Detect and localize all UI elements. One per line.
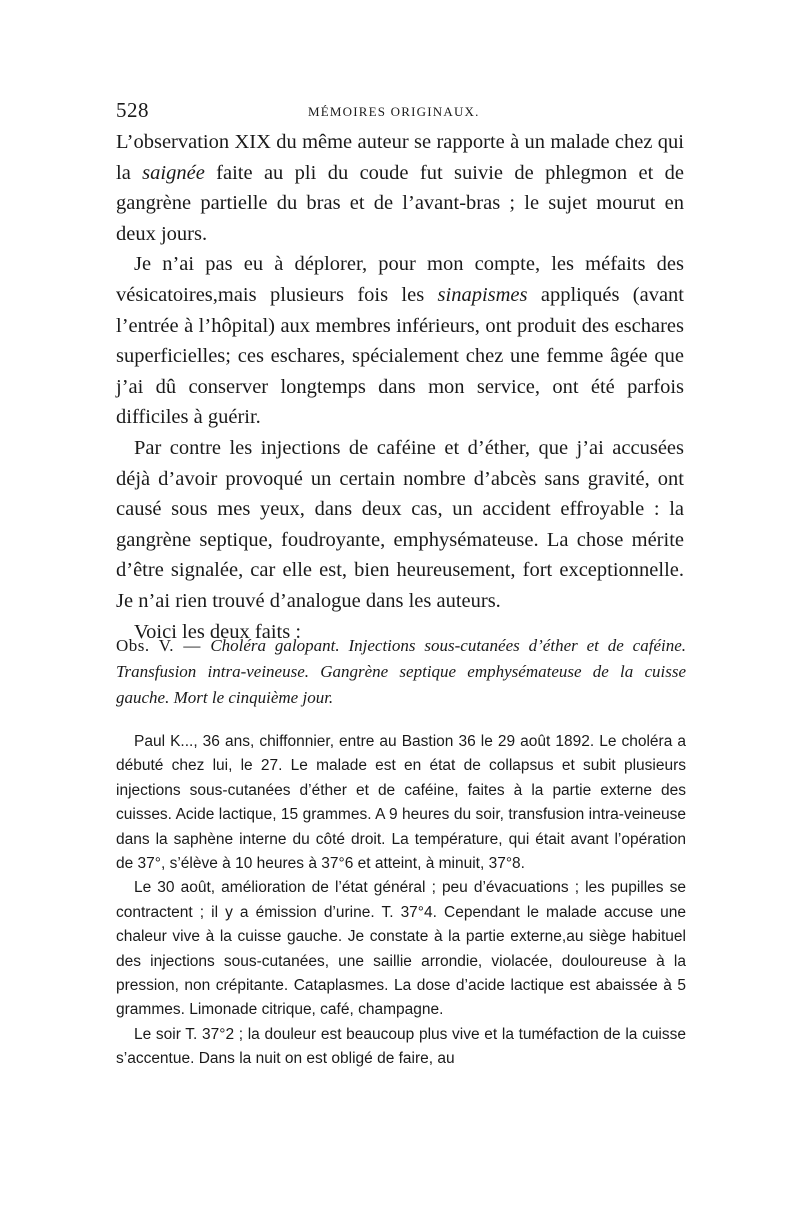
emphasis-sinapismes: sinapismes: [437, 283, 528, 306]
observation-label: Obs. V. —: [116, 636, 211, 655]
paragraph-voici: Voici les deux faits :: [134, 620, 302, 643]
running-title: MÉMOIRES ORIGINAUX.: [308, 104, 480, 119]
paragraph-observation-xix: L’observation XIX du même auteur se rapporte à un malade chez qui la saignée faite au pli du coude fut suivie de phlegmon et de gangrène partielle du bras et de l’avant-bras ; le sujet mourut en deux jours.: [116, 131, 684, 245]
main-text: [116, 127, 684, 647]
case-paragraph-30-aout: Le 30 août, amélioration de l’état général ; peu d’évacuations ; les pupilles se contractent ; il y a émission d’urine. T. 37°4. Cependant le malade accuse une chaleur vive à la cuisse gauche. Je constate à la partie externe,au siège habituel des injections sous-cutanées, une saillie arrondie, violacée, douloureuse à la pression, non crépitante. Cataplasmes. La dose d’acide lactique est abaissée à 5 grammes. Limonade citrique, café, champagne.: [116, 879, 686, 1019]
emphasis-saignee: saignée: [142, 161, 205, 184]
running-head: [116, 98, 686, 128]
page-number: 528: [116, 98, 149, 122]
case-paragraph-admission: Paul K..., 36 ans, chiffonnier, entre au Bastion 36 le 29 août 1892. Le choléra a débuté chez lui, le 27. Le malade est en état de collapsus et subit plusieurs injections sous-cutanées d’éther et de caféine, faites à la partie externe des cuisses. Acide lactique, 15 grammes. A 9 heures du soir, transfusion intra-veineuse dans la saphène interne du côté droit. La température, qui était avant l’opération de 37°, s’élève à 10 heures à 37°6 et atteint, à minuit, 37°8.: [116, 733, 686, 873]
observation-heading: [116, 633, 686, 711]
paragraph-sinapismes: Je n’ai pas eu à déplorer, pour mon compte, les méfaits des vésicatoires,mais plusieurs fois les sinapismes appliqués (avant l’entrée à l’hôpital) aux membres inférieurs, ont produit des eschares superficielles; ces eschares, spécialement chez une femme âgée que j’ai dû conserver longtemps dans mon service, ont été parfois difficiles à guérir.: [116, 253, 684, 429]
case-paragraph-soir: Le soir T. 37°2 ; la douleur est beaucoup plus vive et la tuméfaction de la cuisse s’accentue. Dans la nuit on est obligé de faire, au: [116, 1025, 686, 1068]
paragraph-injections: Par contre les injections de caféine et d’éther, que j’ai accusées déjà d’avoir provoqué un certain nombre d’abcès sans gravité, ont causé sous mes yeux, dans deux cas, un accident effroyable : la gangrène septique, foudroyante, emphysémateuse. La chose mérite d’être signalée, car elle est, bien heureusement, fort exceptionnelle. Je n’ai rien trouvé d’analogue dans les auteurs.: [116, 436, 684, 612]
case-report: [116, 730, 686, 1072]
observation-title: Choléra galopant. Injections sous-cutanées d’éther et de caféine. Transfusion intra-veineuse. Gangrène septique emphysémateuse de la cuisse gauche. Mort le cinquième jour.: [116, 636, 687, 707]
